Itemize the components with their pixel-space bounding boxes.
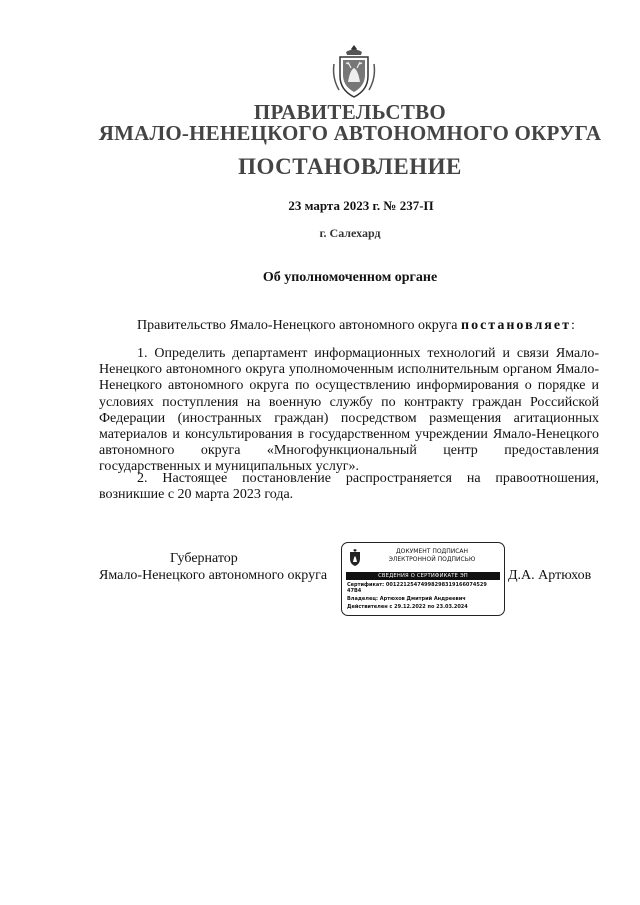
stamp-owner: Владелец: Артюхов Дмитрий Андреевич bbox=[347, 596, 466, 602]
city: г. Салехард bbox=[319, 226, 381, 240]
coat-of-arms-emblem bbox=[331, 44, 377, 100]
preamble bbox=[99, 318, 599, 334]
electronic-signature-stamp bbox=[341, 542, 505, 616]
stamp-validity: Действителен с 29.12.2022 по 23.03.2024 bbox=[347, 604, 468, 610]
preamble-text: Правительство Ямало-Ненецкого автономного округа bbox=[137, 318, 462, 333]
document-subject: Об уполномоченном органе bbox=[262, 270, 438, 285]
signer-organization: Ямало-Ненецкого автономного округа bbox=[99, 568, 328, 583]
stamp-certificate-cont: 47B4 bbox=[347, 588, 362, 594]
stamp-line-1: ДОКУМЕНТ ПОДПИСАН bbox=[395, 548, 469, 555]
clause-1: 1. Определить департамент информационных технологий и связи Ямало-Ненецкого автономного округа уполномоченным исполнительным органом Ямало-Ненецкого автономного округа по осуществлению информирования о порядке и условиях поступления на военную службу по контракту граждан Российской Федерации (иностранных граждан) посредством размещения агитационных материалов и консультирования в государственном учреждении Ямало-Ненецкого автономного округа «Многофункциональный центр предоставления государственных и муниципальных услуг». bbox=[99, 346, 599, 475]
stamp-certificate: Сертификат: 00122125474998298319166074529 bbox=[347, 582, 487, 588]
preamble-end: : bbox=[570, 318, 575, 333]
preamble-verb: постановляет bbox=[461, 318, 571, 333]
signer-title: Губернатор bbox=[170, 551, 238, 566]
stamp-emblem-icon bbox=[348, 549, 362, 567]
clause-2: 2. Настоящее постановление распространяется на правоотношения, возникшие с 20 марта 2023 года. bbox=[99, 471, 599, 503]
stamp-heading bbox=[364, 548, 500, 564]
stamp-certificate-bar: СВЕДЕНИЯ О СЕРТИФИКАТЕ ЭП bbox=[346, 572, 500, 580]
signer-name: Д.А. Артюхов bbox=[508, 568, 592, 583]
document-type: ПОСТАНОВЛЕНИЕ bbox=[238, 154, 462, 179]
government-region: ЯМАЛО-НЕНЕЦКОГО АВТОНОМНОГО ОКРУГА bbox=[98, 121, 602, 145]
stamp-line-2: ЭЛЕКТРОННОЙ ПОДПИСЬЮ bbox=[388, 556, 476, 563]
government-title: ПРАВИТЕЛЬСТВО bbox=[253, 100, 447, 124]
date-and-number: 23 марта 2023 г. № 237-П bbox=[288, 198, 434, 213]
